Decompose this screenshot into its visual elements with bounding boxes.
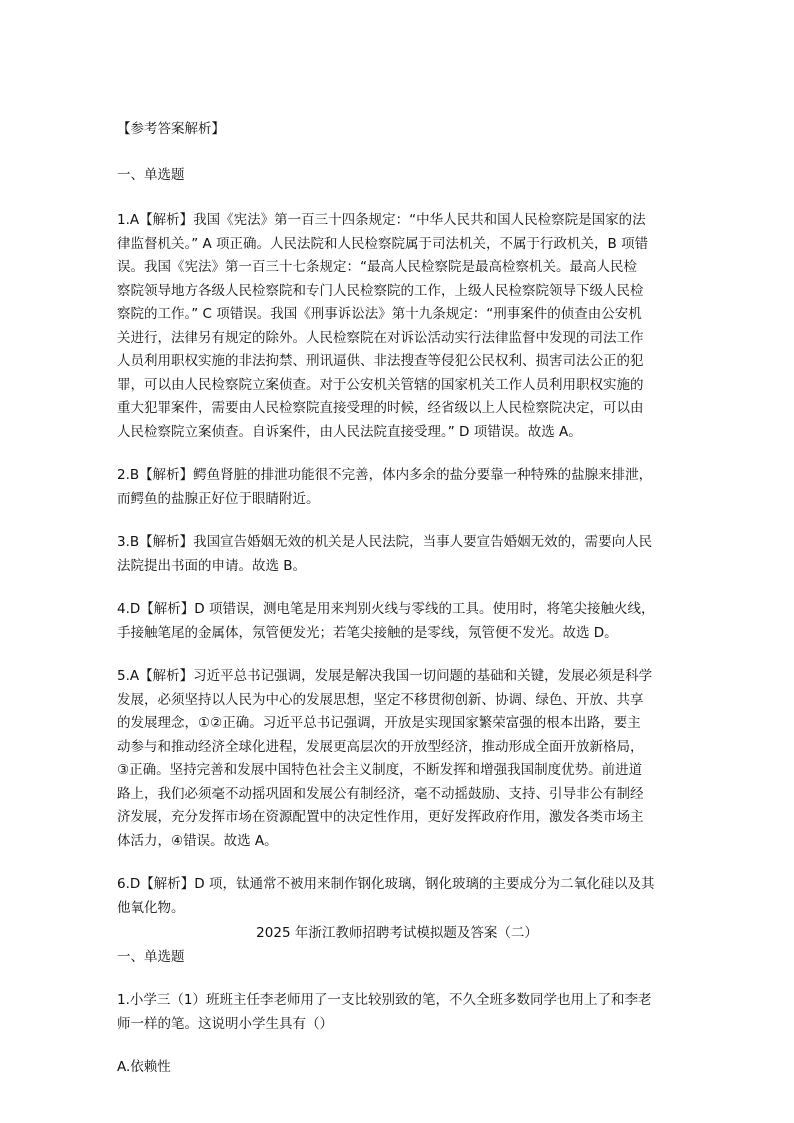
answer-line: 法院提出书面的申请。故选 B。 [117,557,307,574]
exam-title: 2025 年浙江教师招聘考试模拟题及答案（二） [256,925,538,941]
answer-line: 1.A【解析】我国《宪法》第一百三十四条规定：“中华人民共和国人民检察院是国家的法 [117,212,646,228]
answer-line: ③正确。坚持完善和发展中国特色社会主义制度，不断发挥和增强我国制度优势。前进道 [117,762,643,778]
answer-line: 济发展，充分发挥市场在资源配置中的决定性作用，更好发挥政府作用，激发各类市场主 [117,809,644,825]
answer-line: 体活力，④错误。故选 A。 [117,832,278,849]
answer-line: 误。我国《宪法》第一百三十七条规定：“最高人民检察院是最高检察机关。最高人民检 [117,259,637,275]
answer-4 [117,598,677,645]
answer-line: 2.B【解析】鳄鱼肾脏的排泄功能很不完善，体内多余的盐分要靠一种特殊的盐腺来排泄， [117,467,653,483]
answer-line: 4.D【解析】D 项错误，测电笔是用来判别火线与零线的工具。使用时，将笔尖接触火线， [117,601,655,617]
answer-line: 罪，可以由人民检察院立案侦查。对于公安机关管辖的国家机关工作人员利用职权实施的 [117,376,644,393]
section-title: 一、单选题 [117,166,185,183]
answer-line: 关进行，法律另有规定的除外。人民检察院在对诉讼活动实行法律监督中发现的司法工作 [117,329,644,346]
answer-line: 手接触笔尾的金属体，氖管便发光；若笔尖接触的是零线，氖管便不发光。故选 D。 [117,624,618,641]
answer-line: 察院领导地方各级人民检察院和专门人民检察院的工作，上级人民检察院领导下级人民检 [117,282,644,299]
question-line: 师一样的笔。这说明小学生具有（） [117,1015,333,1032]
answer-line: 律监督机关。” A 项正确。人民法院和人民检察院属于司法机关，不属于行政机关，B 项错 [117,235,649,252]
question-line: 1.小学三（1）班班主任李老师用了一支比较别致的笔，不久全班多数同学也用上了和李老 [117,992,652,1008]
option-a: A.依赖性 [117,1059,171,1075]
answer-2 [117,464,677,511]
answer-6 [117,873,677,920]
answer-line: 动参与和推动经济全球化进程，发展更高层次的开放型经济，推动形成全面开放新格局， [117,738,644,755]
answer-line: 人员利用职权实施的非法拘禁、刑讯逼供、非法搜查等侵犯公民权利、损害司法公正的犯 [117,353,644,369]
answer-heading: 【参考答案解析】 [117,121,225,137]
answer-line: 人民检察院立案侦查。自诉案件，由人民法院直接受理。” D 项错误。故选 A。 [117,423,582,440]
answer-line: 察院的工作。” C 项错误。我国《刑事诉讼法》第十九条规定：“刑事案件的侦查由公安机 [117,306,642,322]
answer-line: 6.D【解析】D 项，钛通常不被用来制作钢化玻璃，钢化玻璃的主要成分为二氧化硅以及其 [117,876,655,892]
answer-5 [117,665,677,853]
answer-line: 路上，我们必须毫不动摇巩固和发展公有制经济，毫不动摇鼓励、支持、引导非公有制经 [117,785,644,802]
answer-line: 的发展理念，①②正确。习近平总书记强调，开放是实现国家繁荣富强的根本出路，要主 [117,715,641,731]
answer-1 [117,209,677,444]
answer-3 [117,531,677,578]
document-page [117,118,677,1080]
answer-line: 发展，必须坚持以人民为中心的发展思想，坚定不移贯彻创新、协调、绿色、开放、共享 [117,691,644,708]
question-1 [117,989,677,1036]
answer-line: 重大犯罪案件，需要由人民检察院直接受理的时候，经省级以上人民检察院决定，可以由 [117,400,644,416]
answer-line: 而鳄鱼的盐腺正好位于眼睛附近。 [117,490,320,507]
answer-line: 3.B【解析】我国宣告婚姻无效的机关是人民法院，当事人要宣告婚姻无效的，需要向人民 [117,534,653,550]
section-title: 一、单选题 [117,948,185,965]
answer-line: 他氧化物。 [117,899,185,916]
answer-line: 5.A【解析】习近平总书记强调，发展是解决我国一切问题的基础和关键，发展必须是科学 [117,668,653,684]
